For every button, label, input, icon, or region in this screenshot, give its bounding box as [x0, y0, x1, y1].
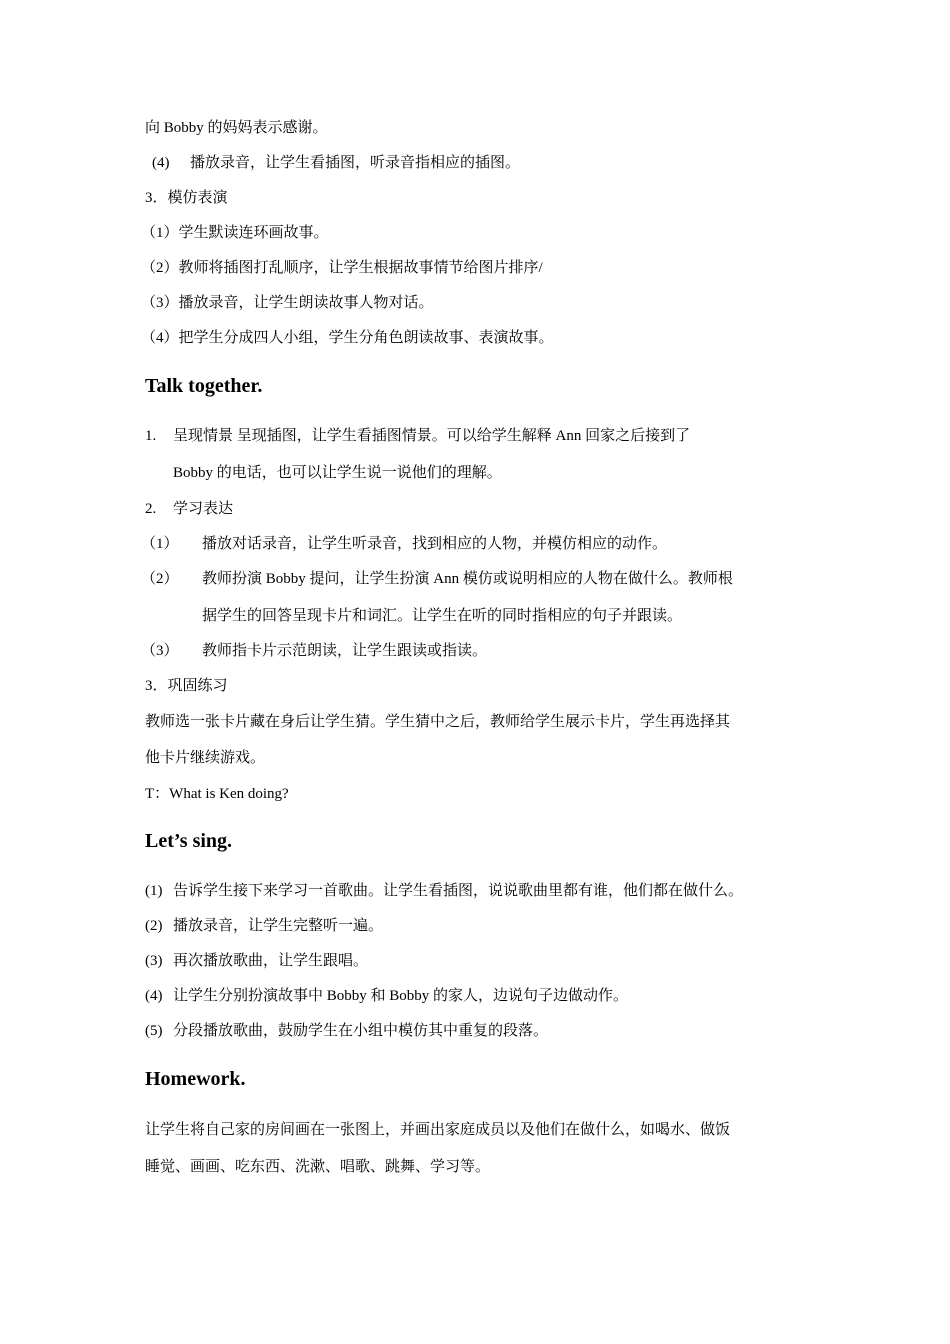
list-item — [145, 916, 810, 936]
list-item — [145, 1021, 810, 1041]
item-text: 让学生分别扮演故事中 Bobby 和 Bobby 的家人，边说句子边做动作。 — [173, 988, 629, 1004]
list-item: （3）播放录音，让学生朗读故事人物对话。 — [141, 295, 434, 311]
item-number: (4) — [152, 155, 170, 171]
item-number: (3) — [145, 953, 163, 969]
list-item — [141, 569, 810, 589]
item-number: 1. — [145, 428, 157, 444]
list-item — [141, 641, 810, 661]
heading-homework: Homework. — [145, 1068, 246, 1090]
text-line: 他卡片继续游戏。 — [145, 750, 266, 766]
list-item — [145, 499, 810, 519]
item-text: 播放录音，让学生看插图，听录音指相应的插图。 — [190, 155, 521, 171]
list-item — [152, 153, 810, 173]
text-line: 让学生将自己家的房间画在一张图上，并画出家庭成员以及他们在做什么，如喝水、做饭 — [145, 1122, 731, 1138]
item-number: (1) — [145, 883, 163, 899]
item-text: 播放对话录音，让学生听录音，找到相应的人物，并模仿相应的动作。 — [202, 536, 668, 552]
item-number: （1） — [141, 536, 179, 552]
section-title: 3．模仿表演 — [145, 190, 228, 206]
item-number: （2） — [141, 571, 179, 587]
item-number: (5) — [145, 1023, 163, 1039]
list-item — [145, 426, 810, 446]
text-line: 向 Bobby 的妈妈表示感谢。 — [145, 120, 328, 136]
heading-talk-together: Talk together. — [145, 375, 263, 397]
item-text: 告诉学生接下来学习一首歌曲。让学生看插图，说说歌曲里都有谁，他们都在做什么。 — [173, 883, 744, 899]
item-text: 教师指卡片示范朗读，让学生跟读或指读。 — [202, 643, 488, 659]
item-text: 教师扮演 Bobby 提问，让学生扮演 Ann 模仿或说明相应的人物在做什么。教师根 — [202, 571, 733, 587]
text-line: 睡觉、画画、吃东西、洗漱、唱歌、跳舞、学习等。 — [145, 1159, 491, 1175]
item-number: (4) — [145, 988, 163, 1004]
item-text: 播放录音，让学生完整听一遍。 — [173, 918, 384, 934]
list-item — [141, 534, 810, 554]
text-line: Bobby 的电话，也可以让学生说一说他们的理解。 — [173, 465, 502, 481]
item-number: (2) — [145, 918, 163, 934]
item-text: 分段播放歌曲，鼓励学生在小组中模仿其中重复的段落。 — [173, 1023, 549, 1039]
item-text: 再次播放歌曲，让学生跟唱。 — [173, 953, 369, 969]
text-line: T：What is Ken doing? — [145, 786, 289, 802]
list-item: （1）学生默读连环画故事。 — [141, 225, 329, 241]
section-title: 3．巩固练习 — [145, 678, 228, 694]
item-number: 2. — [145, 501, 157, 517]
text-line: 教师选一张卡片藏在身后让学生猜。学生猜中之后，教师给学生展示卡片，学生再选择其 — [145, 714, 731, 730]
heading-lets-sing: Let’s sing. — [145, 830, 233, 852]
text-line: 据学生的回答呈现卡片和词汇。让学生在听的同时指相应的句子并跟读。 — [202, 608, 683, 624]
list-item — [145, 881, 810, 901]
item-number: （3） — [141, 643, 179, 659]
item-text: 呈现情景 呈现插图，让学生看插图情景。可以给学生解释 Ann 回家之后接到了 — [173, 428, 691, 444]
list-item: （2）教师将插图打乱顺序，让学生根据故事情节给图片排序/ — [141, 260, 543, 276]
list-item — [145, 986, 810, 1006]
list-item — [145, 951, 810, 971]
list-item: （4）把学生分成四人小组，学生分角色朗读故事、表演故事。 — [141, 330, 554, 346]
item-text: 学习表达 — [173, 501, 234, 517]
